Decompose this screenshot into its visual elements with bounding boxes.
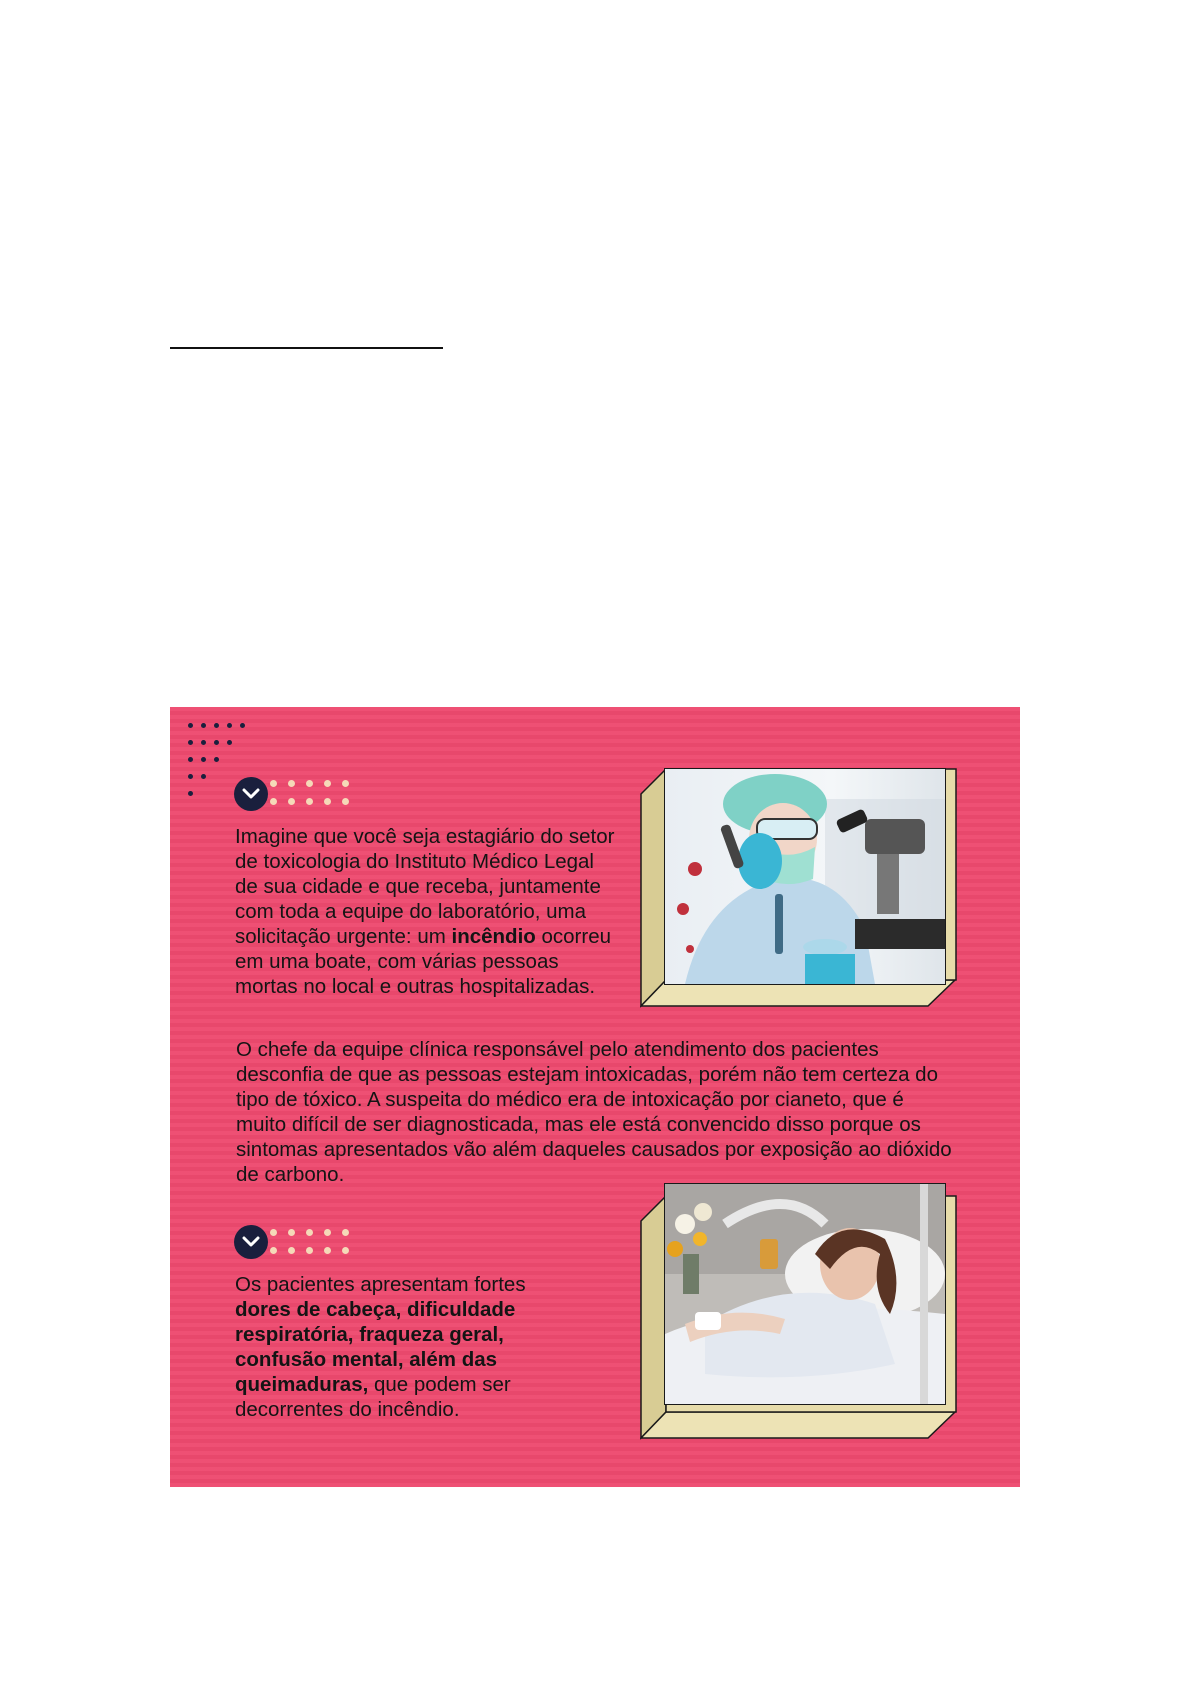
chevron-down-icon	[234, 1225, 268, 1259]
chevron-down-icon	[234, 777, 268, 811]
patient-photo-frame	[640, 1195, 960, 1440]
patient-symptoms-text: Os pacientes apresentam fortes dores de cabeça, dificuldade respiratória, fraqueza geral, confusão mental, além das queimaduras, que podem ser decorrentes do incêndio.	[235, 1273, 526, 1421]
scenario-panel	[170, 707, 1020, 1487]
patient-hospital-bed-image	[665, 1184, 945, 1404]
scientist-microscope-image	[665, 769, 945, 984]
middle-paragraph: O chefe da equipe clínica responsável pelo atendimento dos pacientes desconfia de que as pessoas estejam intoxicadas, porém não tem certeza do tipo de tóxico. A suspeita do médico era de intoxicação por cianeto, que é muito difícil de ser diagnosticada, mas ele está convencido disso porque os sintomas apresentados vão além daqueles causados por exposição ao dióxido de carbono.	[236, 1038, 952, 1186]
title-underline	[170, 347, 443, 349]
scenario-intro-text: Imagine que você seja estagiário do setor de toxicologia do Instituto Médico Legal de sua cidade e que receba, juntamente com toda a equipe do laboratório, uma solicitação urgente: um incêndio ocorreu em uma boate, com várias pessoas mortas no local e outras hospitalizadas.	[235, 825, 615, 998]
patient-photo	[664, 1183, 946, 1405]
lab-photo-frame	[640, 768, 960, 1008]
lab-photo	[664, 768, 946, 985]
